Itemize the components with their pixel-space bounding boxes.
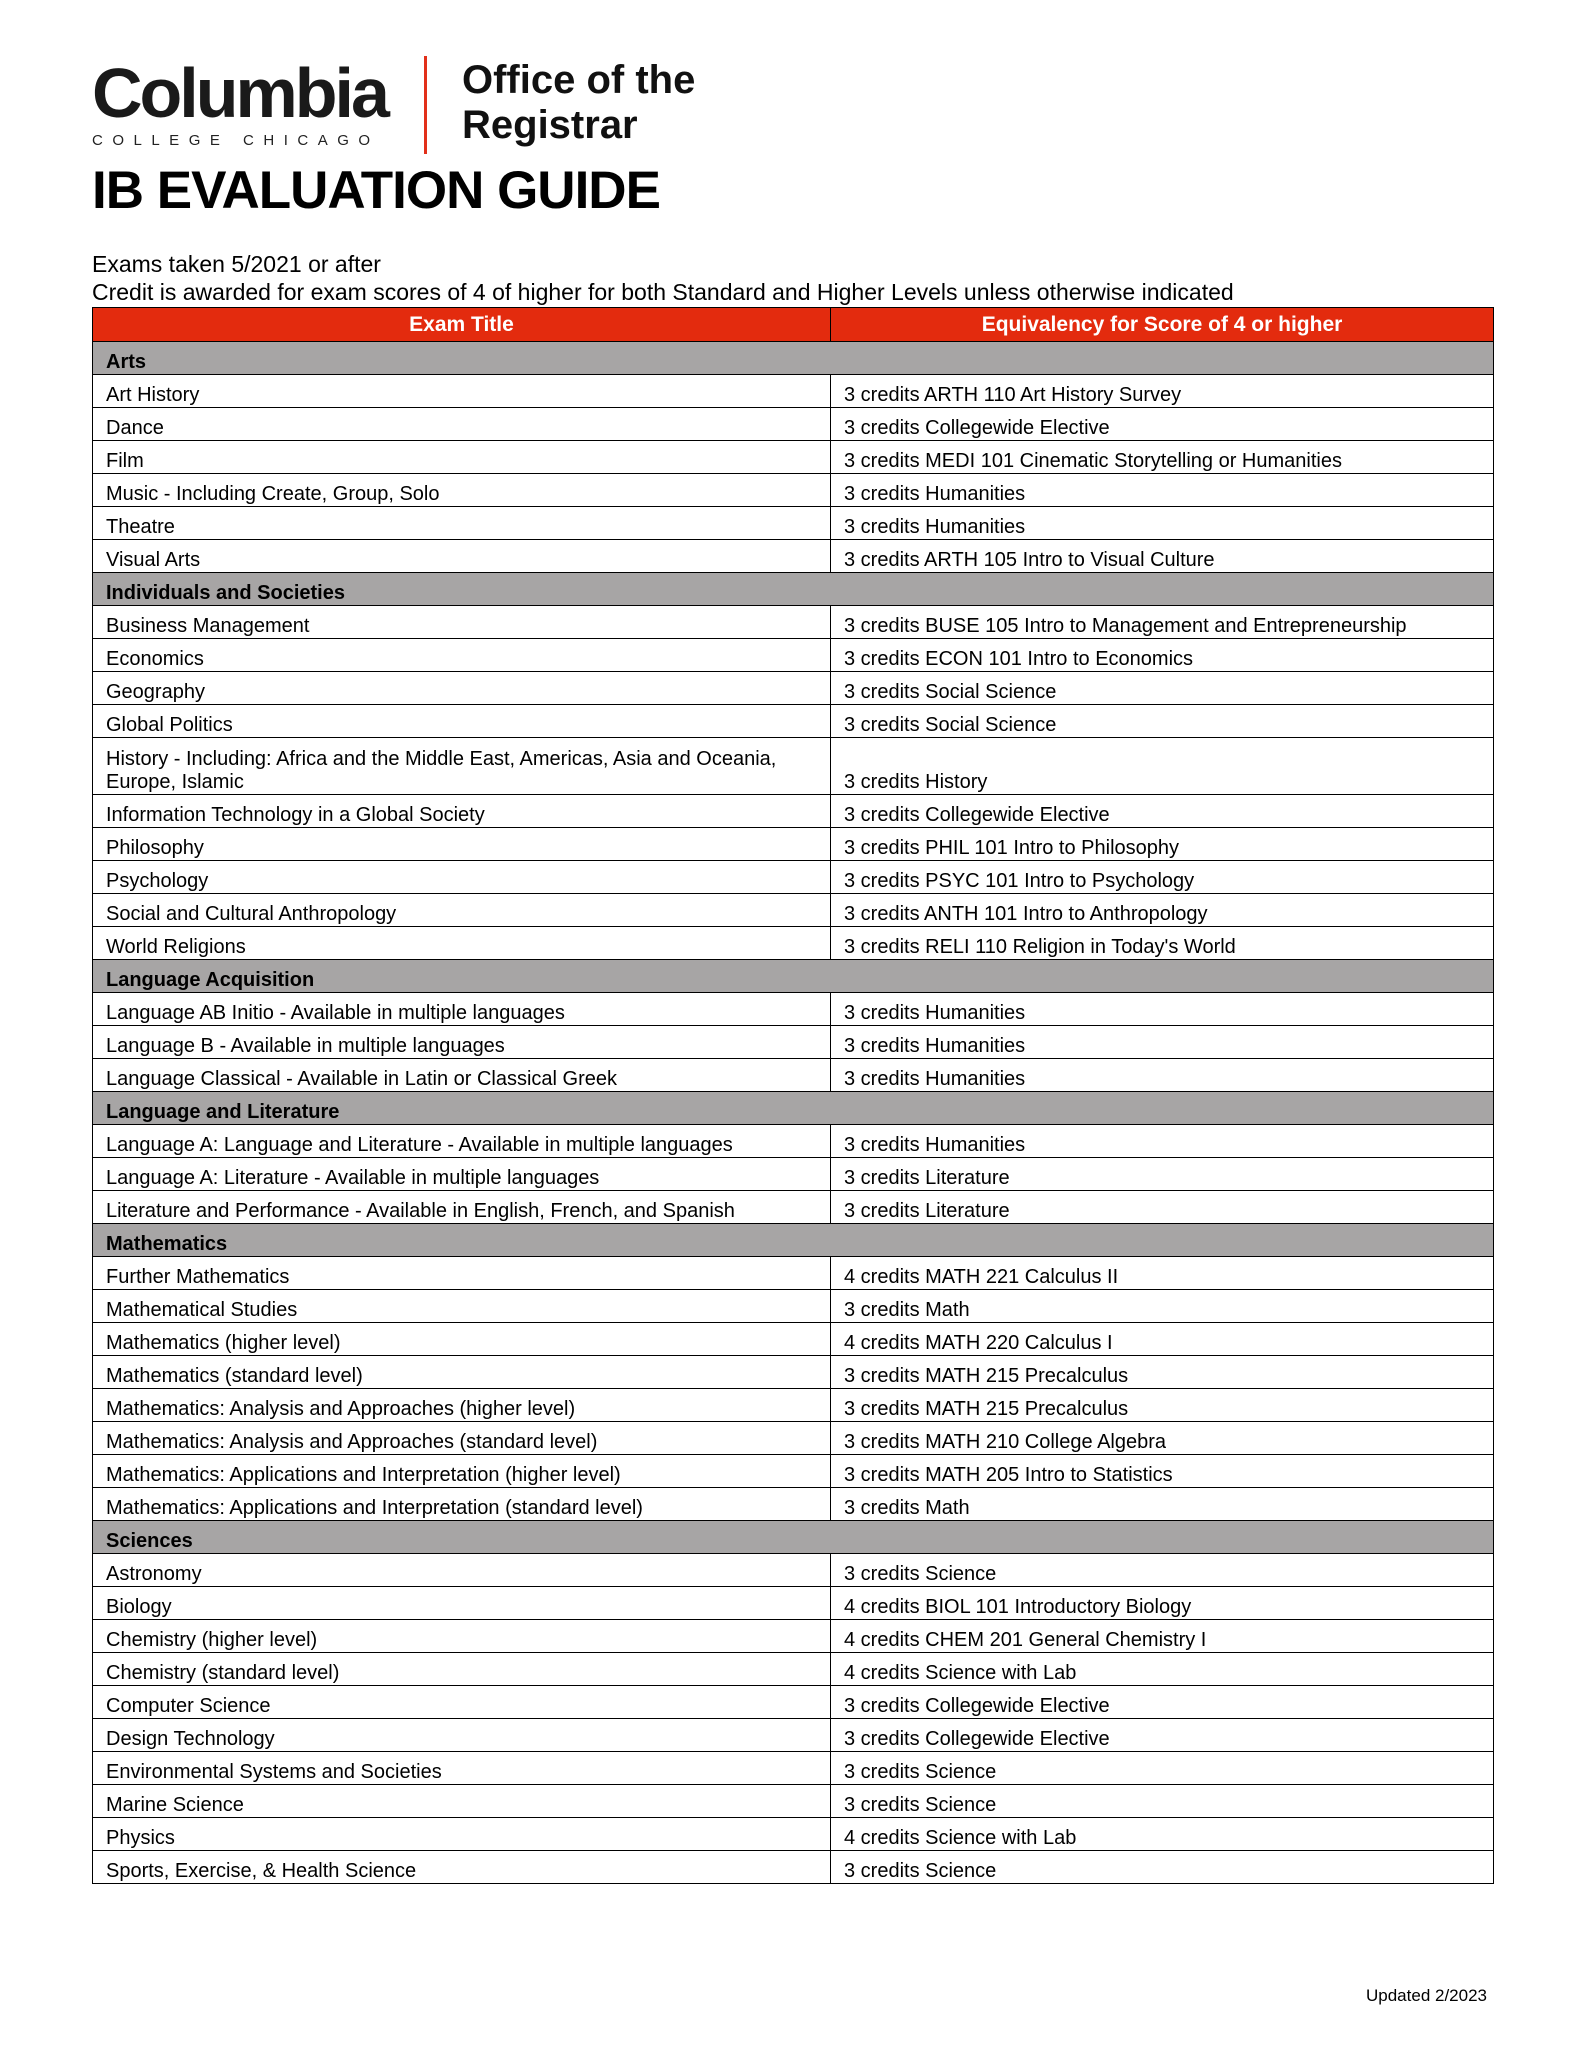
category-row: [93, 1521, 1494, 1554]
exam-title-cell: Environmental Systems and Societies: [93, 1752, 831, 1785]
exam-title-cell: Business Management: [93, 606, 831, 639]
category-row: [93, 573, 1494, 606]
equivalency-cell: 3 credits Humanities: [831, 1125, 1494, 1158]
equivalency-cell: 3 credits BUSE 105 Intro to Management and Entrepreneurship: [831, 606, 1494, 639]
equivalency-cell: 3 credits MATH 210 College Algebra: [831, 1422, 1494, 1455]
equivalency-cell: 3 credits RELI 110 Religion in Today's World: [831, 927, 1494, 960]
intro-exams-date: Exams taken 5/2021 or after: [92, 251, 381, 277]
equivalency-cell: 3 credits ANTH 101 Intro to Anthropology: [831, 894, 1494, 927]
exam-title-cell: Theatre: [93, 507, 831, 540]
table-row: [93, 1554, 1494, 1587]
equivalency-cell: 3 credits PHIL 101 Intro to Philosophy: [831, 828, 1494, 861]
logo-subtitle: COLLEGE CHICAGO: [92, 132, 380, 149]
column-header-exam-title: Exam Title: [93, 308, 831, 342]
exam-title-cell: Global Politics: [93, 705, 831, 738]
table-body: [93, 342, 1494, 1884]
exam-title-cell: Social and Cultural Anthropology: [93, 894, 831, 927]
table-row: [93, 441, 1494, 474]
exam-title-cell: Language B - Available in multiple languages: [93, 1026, 831, 1059]
table-row: [93, 1488, 1494, 1521]
table-row: [93, 1719, 1494, 1752]
equivalency-cell: 3 credits Science: [831, 1785, 1494, 1818]
table-row: [93, 639, 1494, 672]
exam-title-cell: Sports, Exercise, & Health Science: [93, 1851, 831, 1884]
category-label: Mathematics: [93, 1224, 1494, 1257]
exam-title-cell: Psychology: [93, 861, 831, 894]
category-label: Arts: [93, 342, 1494, 375]
equivalency-cell: 3 credits Science: [831, 1752, 1494, 1785]
table-row: [93, 1785, 1494, 1818]
table-row: [93, 1851, 1494, 1884]
equivalency-cell: 3 credits MATH 215 Precalculus: [831, 1389, 1494, 1422]
equivalency-cell: 3 credits Social Science: [831, 705, 1494, 738]
exam-title-cell: Mathematics (higher level): [93, 1323, 831, 1356]
table-row: [93, 1191, 1494, 1224]
equivalency-cell: 3 credits Literature: [831, 1158, 1494, 1191]
exam-title-cell: Language AB Initio - Available in multiple languages: [93, 993, 831, 1026]
equivalency-cell: 3 credits Humanities: [831, 1059, 1494, 1092]
table-row: [93, 861, 1494, 894]
columbia-logo: [92, 54, 387, 149]
exam-title-cell: Computer Science: [93, 1686, 831, 1719]
exam-title-cell: World Religions: [93, 927, 831, 960]
exam-title-cell: Marine Science: [93, 1785, 831, 1818]
table-row: [93, 1323, 1494, 1356]
equivalency-cell: 3 credits MEDI 101 Cinematic Storytelling or Humanities: [831, 441, 1494, 474]
table-row: [93, 705, 1494, 738]
exam-title-cell: Astronomy: [93, 1554, 831, 1587]
table-row: [93, 828, 1494, 861]
table-row: [93, 1290, 1494, 1323]
equivalency-cell: 4 credits BIOL 101 Introductory Biology: [831, 1587, 1494, 1620]
table-row: [93, 1455, 1494, 1488]
table-row: [93, 795, 1494, 828]
table-row: [93, 1752, 1494, 1785]
category-row: [93, 342, 1494, 375]
table-header-row: [93, 308, 1494, 342]
equivalency-cell: 3 credits Science: [831, 1851, 1494, 1884]
exam-title-cell: Music - Including Create, Group, Solo: [93, 474, 831, 507]
exam-title-cell: Visual Arts: [93, 540, 831, 573]
table-row: [93, 894, 1494, 927]
equivalency-cell: 3 credits Collegewide Elective: [831, 795, 1494, 828]
exam-title-cell: Further Mathematics: [93, 1257, 831, 1290]
evaluation-table: [92, 307, 1494, 1884]
table-row: [93, 672, 1494, 705]
category-label: Individuals and Societies: [93, 573, 1494, 606]
office-line-1: Office of the: [462, 58, 696, 102]
exam-title-cell: Literature and Performance - Available in English, French, and Spanish: [93, 1191, 831, 1224]
equivalency-cell: 3 credits Science: [831, 1554, 1494, 1587]
exam-title-cell: Mathematics: Analysis and Approaches (standard level): [93, 1422, 831, 1455]
intro-text: [92, 250, 1234, 306]
exam-title-cell: Dance: [93, 408, 831, 441]
exam-title-cell: Biology: [93, 1587, 831, 1620]
column-header-equivalency: Equivalency for Score of 4 or higher: [831, 308, 1494, 342]
table-row: [93, 1059, 1494, 1092]
equivalency-cell: 3 credits Humanities: [831, 507, 1494, 540]
equivalency-cell: 4 credits Science with Lab: [831, 1653, 1494, 1686]
exam-title-cell: Economics: [93, 639, 831, 672]
table-row: [93, 738, 1494, 795]
exam-title-cell: Geography: [93, 672, 831, 705]
table-row: [93, 1620, 1494, 1653]
exam-title-cell: History - Including: Africa and the Middle East, Americas, Asia and Oceania, Europe, Islamic: [93, 738, 831, 795]
category-label: Language Acquisition: [93, 960, 1494, 993]
table-row: [93, 1422, 1494, 1455]
table-row: [93, 927, 1494, 960]
logo-divider: [424, 56, 427, 154]
table-row: [93, 375, 1494, 408]
table-row: [93, 1587, 1494, 1620]
exam-title-cell: Language A: Literature - Available in multiple languages: [93, 1158, 831, 1191]
equivalency-cell: 3 credits MATH 205 Intro to Statistics: [831, 1455, 1494, 1488]
table-row: [93, 408, 1494, 441]
table-row: [93, 1389, 1494, 1422]
table-row: [93, 1653, 1494, 1686]
exam-title-cell: Physics: [93, 1818, 831, 1851]
category-label: Language and Literature: [93, 1092, 1494, 1125]
page-title: IB EVALUATION GUIDE: [92, 161, 660, 220]
equivalency-cell: 4 credits Science with Lab: [831, 1818, 1494, 1851]
equivalency-cell: 3 credits Literature: [831, 1191, 1494, 1224]
table-row: [93, 1026, 1494, 1059]
equivalency-cell: 3 credits Math: [831, 1488, 1494, 1521]
exam-title-cell: Mathematics: Applications and Interpretation (higher level): [93, 1455, 831, 1488]
table-row: [93, 507, 1494, 540]
equivalency-cell: 3 credits Collegewide Elective: [831, 408, 1494, 441]
equivalency-cell: 3 credits MATH 215 Precalculus: [831, 1356, 1494, 1389]
exam-title-cell: Mathematical Studies: [93, 1290, 831, 1323]
exam-title-cell: Language Classical - Available in Latin or Classical Greek: [93, 1059, 831, 1092]
equivalency-cell: 3 credits ARTH 105 Intro to Visual Culture: [831, 540, 1494, 573]
table-row: [93, 1356, 1494, 1389]
exam-title-cell: Language A: Language and Literature - Available in multiple languages: [93, 1125, 831, 1158]
logo-wordmark: Columbia: [92, 54, 387, 132]
office-line-2: Registrar: [462, 103, 638, 147]
equivalency-cell: 4 credits CHEM 201 General Chemistry I: [831, 1620, 1494, 1653]
exam-title-cell: Mathematics: Analysis and Approaches (higher level): [93, 1389, 831, 1422]
equivalency-cell: 3 credits Math: [831, 1290, 1494, 1323]
table-row: [93, 1125, 1494, 1158]
category-row: [93, 1224, 1494, 1257]
equivalency-cell: 3 credits History: [831, 738, 1494, 795]
equivalency-cell: 3 credits Humanities: [831, 1026, 1494, 1059]
office-name: [462, 58, 695, 148]
exam-title-cell: Chemistry (higher level): [93, 1620, 831, 1653]
table-row: [93, 1686, 1494, 1719]
exam-title-cell: Film: [93, 441, 831, 474]
intro-credit-note: Credit is awarded for exam scores of 4 of higher for both Standard and Higher Levels unless otherwise indicated: [92, 279, 1234, 305]
category-row: [93, 960, 1494, 993]
equivalency-cell: 3 credits ARTH 110 Art History Survey: [831, 375, 1494, 408]
table-row: [93, 1818, 1494, 1851]
equivalency-cell: 3 credits Humanities: [831, 474, 1494, 507]
equivalency-cell: 3 credits Humanities: [831, 993, 1494, 1026]
exam-title-cell: Information Technology in a Global Society: [93, 795, 831, 828]
category-label: Sciences: [93, 1521, 1494, 1554]
exam-title-cell: Design Technology: [93, 1719, 831, 1752]
equivalency-cell: 4 credits MATH 220 Calculus I: [831, 1323, 1494, 1356]
exam-title-cell: Art History: [93, 375, 831, 408]
equivalency-cell: 3 credits ECON 101 Intro to Economics: [831, 639, 1494, 672]
table-row: [93, 993, 1494, 1026]
table-row: [93, 606, 1494, 639]
equivalency-cell: 3 credits Collegewide Elective: [831, 1686, 1494, 1719]
exam-title-cell: Mathematics: Applications and Interpretation (standard level): [93, 1488, 831, 1521]
equivalency-cell: 3 credits Social Science: [831, 672, 1494, 705]
equivalency-cell: 3 credits PSYC 101 Intro to Psychology: [831, 861, 1494, 894]
exam-title-cell: Mathematics (standard level): [93, 1356, 831, 1389]
table-row: [93, 474, 1494, 507]
equivalency-cell: 4 credits MATH 221 Calculus II: [831, 1257, 1494, 1290]
updated-date: Updated 2/2023: [1366, 1986, 1487, 2005]
exam-title-cell: Chemistry (standard level): [93, 1653, 831, 1686]
table-row: [93, 1257, 1494, 1290]
equivalency-cell: 3 credits Collegewide Elective: [831, 1719, 1494, 1752]
exam-title-cell: Philosophy: [93, 828, 831, 861]
category-row: [93, 1092, 1494, 1125]
table-row: [93, 540, 1494, 573]
table-row: [93, 1158, 1494, 1191]
